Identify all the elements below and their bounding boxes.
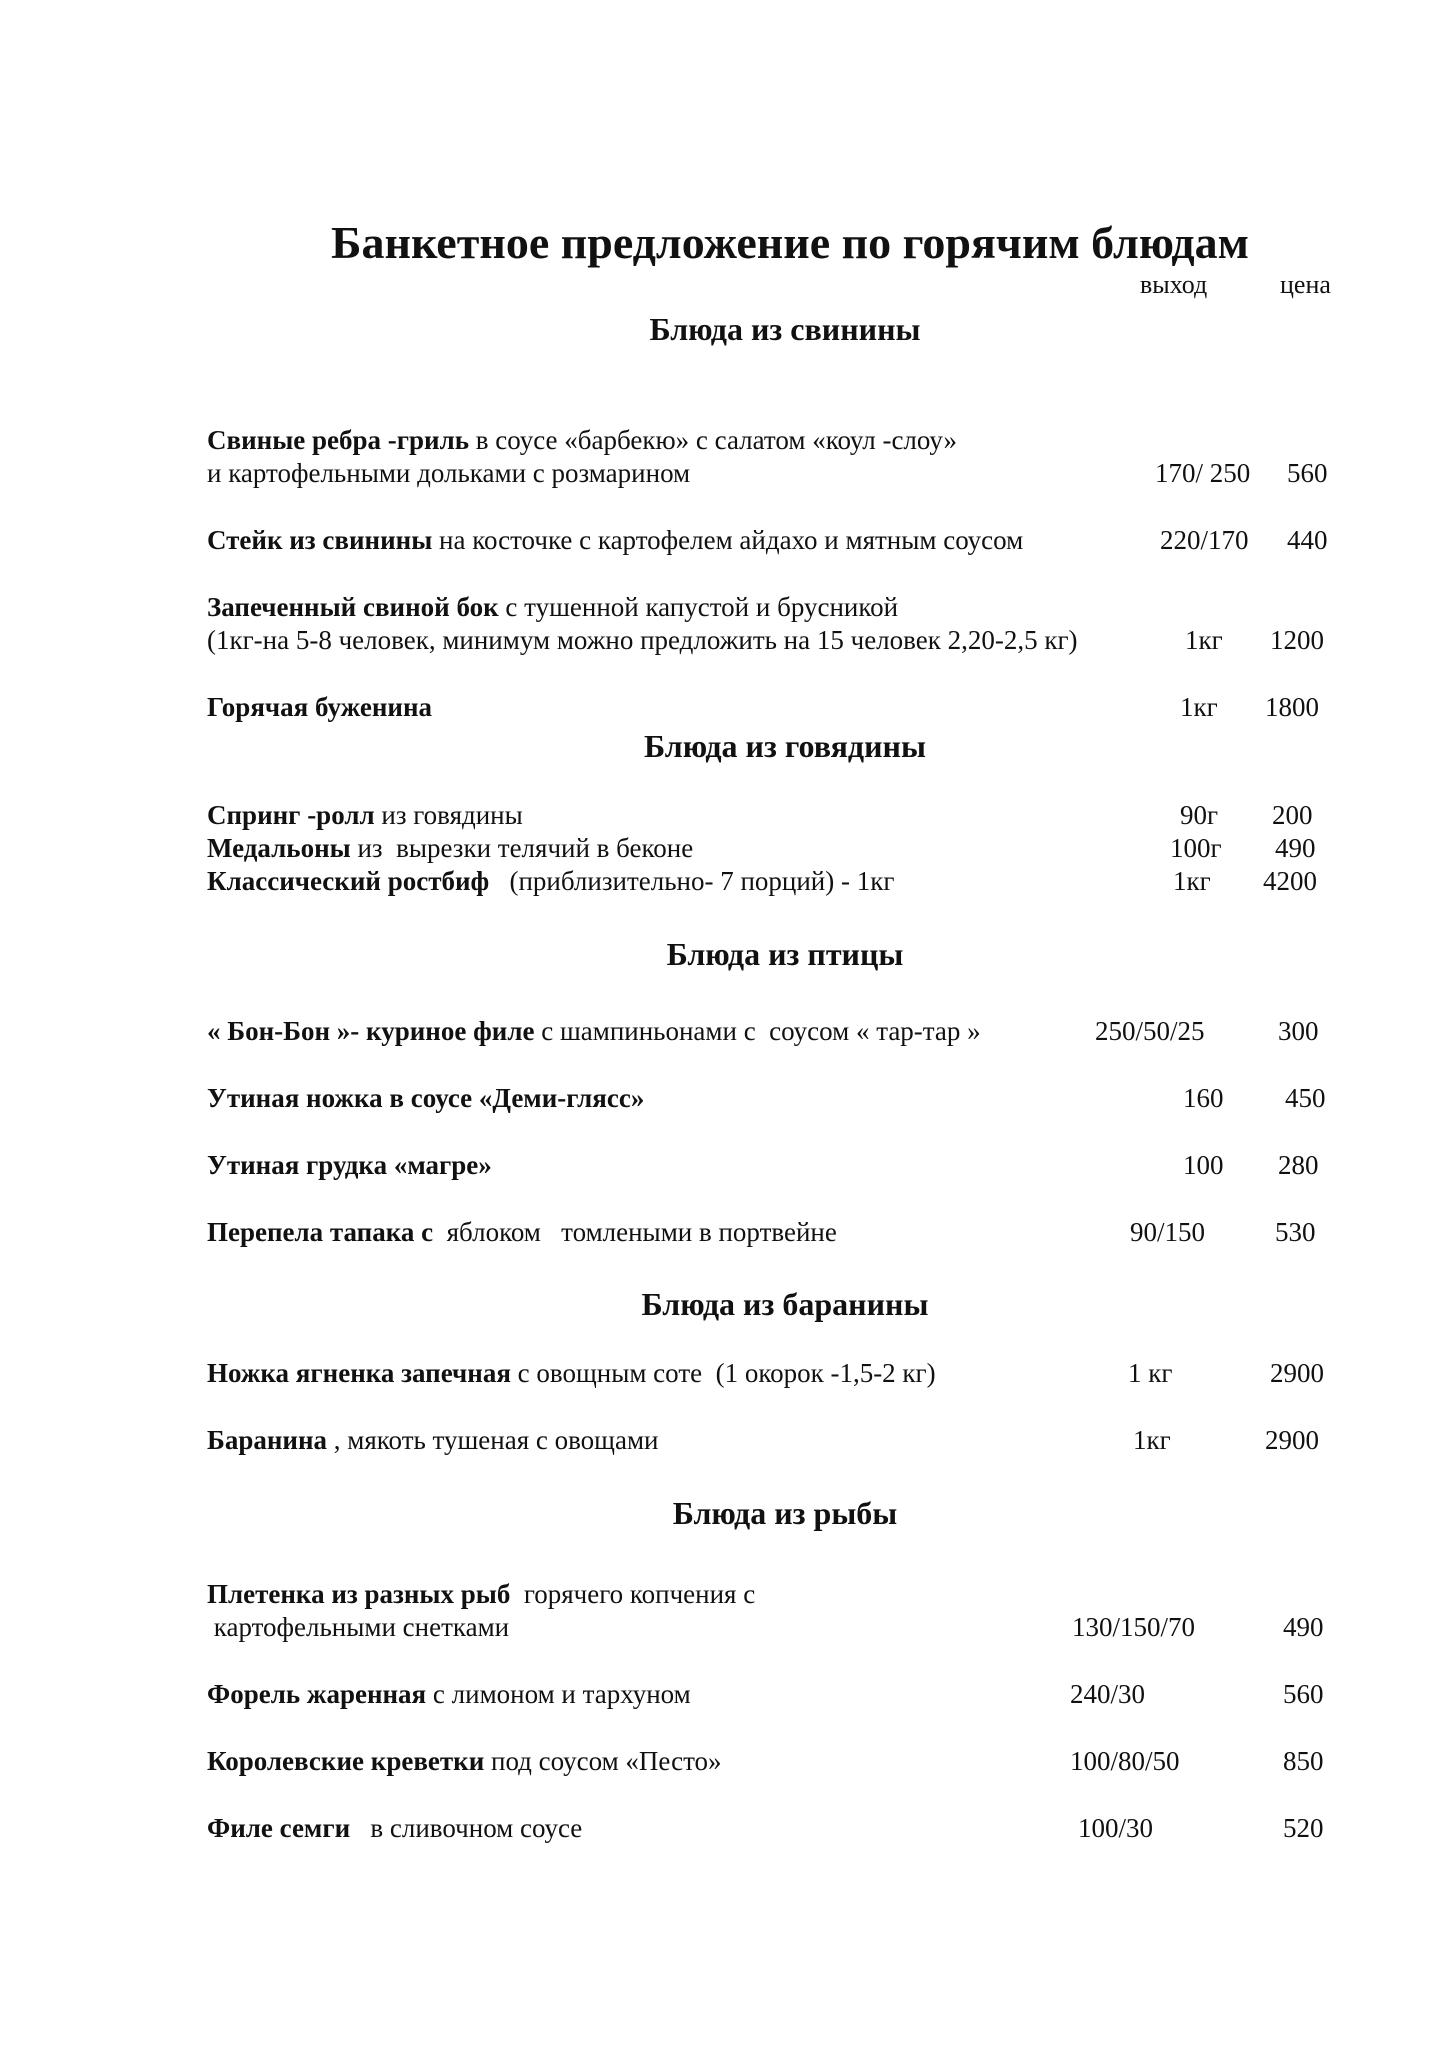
menu-item-line: Классический ростбиф (приблизительно- 7 порций) - 1кг [207,866,895,896]
section-heading-lamb: Блюда из баранины [641,1286,929,1322]
item-price: 520 [1283,1813,1324,1843]
menu-item-line: Форель жаренная с лимоном и тархуном [207,1679,691,1709]
item-price: 450 [1285,1083,1326,1113]
item-weight: 1кг [1133,1425,1171,1455]
item-price: 490 [1275,833,1316,863]
item-weight: 1кг [1173,866,1211,896]
item-weight: 100/30 [1078,1813,1154,1843]
item-price: 560 [1287,458,1328,488]
item-price: 2900 [1265,1425,1319,1455]
item-price: 560 [1283,1679,1324,1709]
item-weight: 100г [1170,833,1222,863]
menu-item-line: и картофельными дольками с розмарином [207,458,691,488]
menu-item-line: « Бон-Бон »- куриное филе с шампиньонами с соусом « тар-тар » [207,1016,981,1046]
item-price: 4200 [1263,866,1317,896]
item-price: 300 [1278,1016,1319,1046]
menu-item-line: Утиная ножка в соусе «Деми-глясс» [207,1083,645,1113]
item-weight: 1кг [1185,625,1223,655]
section-heading-pork: Блюда из свинины [649,311,921,347]
column-header-price: цена [1280,270,1331,299]
menu-item-line: (1кг-на 5-8 человек, минимум можно предложить на 15 человек 2,20-2,5 кг) [207,625,1078,655]
menu-item-line: Ножка ягненка запечная с овощным соте (1 окорок -1,5-2 кг) [207,1358,936,1388]
item-price: 1800 [1265,692,1319,722]
item-weight: 240/30 [1070,1679,1146,1709]
item-price: 1200 [1270,625,1324,655]
section-heading-fish: Блюда из рыбы [672,1495,898,1531]
item-weight: 90/150 [1130,1217,1206,1247]
item-price: 530 [1275,1217,1316,1247]
item-weight: 100/80/50 [1070,1746,1180,1776]
menu-item-line: картофельными снетками [207,1612,510,1642]
menu-item-line: Перепела тапака с яблоком томлеными в портвейне [207,1217,837,1247]
menu-item-line: Филе семги в сливочном соусе [207,1813,583,1843]
menu-item-line: Баранина , мякоть тушеная с овощами [207,1425,659,1455]
page-title: Банкетное предложение по горячим блюдам [331,217,1249,268]
item-weight: 170/ 250 [1155,458,1251,488]
menu-item-line: Горячая буженина [207,692,433,722]
menu-item-line: Запеченный свиной бок с тушенной капустой и брусникой [207,592,899,622]
column-header-weight: выход [1140,270,1208,299]
item-price: 850 [1283,1746,1324,1776]
item-weight: 1 кг [1128,1358,1173,1388]
section-heading-beef: Блюда из говядины [644,728,926,764]
item-weight: 160 [1183,1083,1224,1113]
menu-item-line: Королевские креветки под соусом «Песто» [207,1746,722,1776]
item-weight: 100 [1183,1150,1224,1180]
menu-item-line: Медальоны из вырезки телячий в беконе [207,833,694,863]
item-weight: 220/170 [1160,525,1249,555]
item-price: 200 [1272,800,1313,830]
section-heading-poultry: Блюда из птицы [666,936,904,972]
item-price: 280 [1278,1150,1319,1180]
item-price: 2900 [1270,1358,1324,1388]
menu-item-line: Свиные ребра -гриль в соусе «барбекю» с салатом «коул -слоу» [207,425,958,455]
item-price: 490 [1283,1612,1324,1642]
item-weight: 130/150/70 [1072,1612,1196,1642]
item-weight: 250/50/25 [1095,1016,1205,1046]
item-weight: 1кг [1180,692,1218,722]
menu-item-line: Спринг -ролл из говядины [207,800,523,830]
item-price: 440 [1287,525,1328,555]
menu-item-line: Утиная грудка «магре» [207,1150,492,1180]
menu-item-line: Плетенка из разных рыб горячего копчения с [207,1579,756,1609]
item-weight: 90г [1180,800,1219,830]
menu-item-line: Стейк из свинины на косточке с картофелем айдахо и мятным соусом [207,525,1024,555]
